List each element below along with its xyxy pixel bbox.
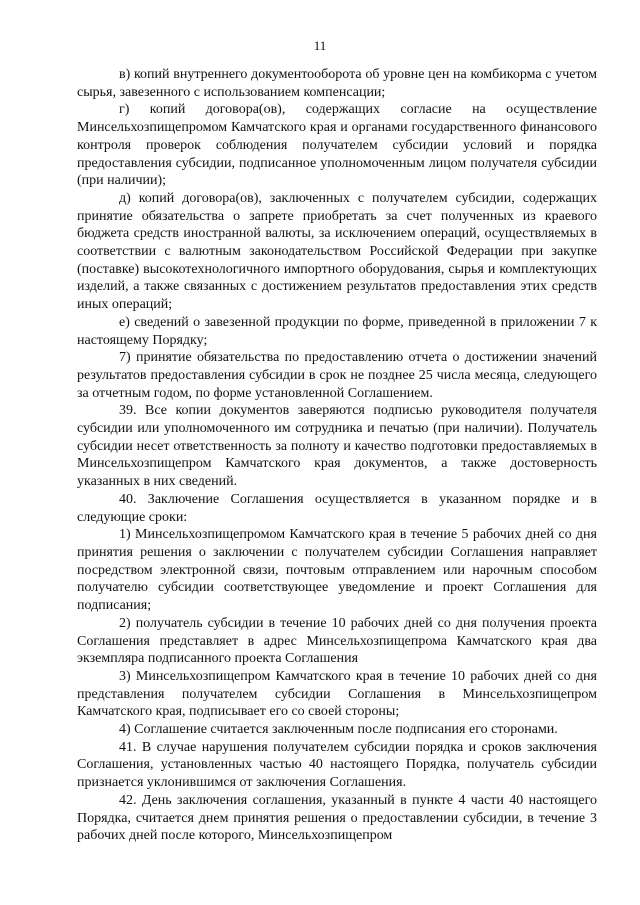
document-body: [77, 66, 597, 845]
paragraph-42-decision-date: 42. День заключения соглашения, указанный в пункте 4 части 40 настоящего Порядка, считается днем принятия решения о предоставлении субсидии, в течение 3 рабочих дней после которого, Минсельхозпищепром: [77, 792, 597, 844]
paragraph-e-product-info: е) сведений о завезенной продукции по форме, приведенной в приложении 7 к настоящему Порядку;: [77, 314, 597, 348]
paragraph-39-document-certification: 39. Все копии документов заверяются подписью руководителя получателя субсидии или уполномоченного им сотрудника и печатью (при наличии). Получатель субсидии несет ответственность за полноту и качество подготовки предоставляемых в Минсельхозпищепром Камчатского края документов, а также достоверность указанных в них сведений.: [77, 403, 597, 490]
paragraph-40-1-notification: 1) Минсельхозпищепромом Камчатского края в течение 5 рабочих дней со дня принятия решения о заключении с получателем субсидии Соглашения направляет посредством электронной связи, почтовым отправлением или нарочным способом получателю субсидии соответствующее уведомление и проект Соглашения для подписания;: [77, 527, 597, 614]
paragraph-40-3-ministry-signature: 3) Минсельхозпищепром Камчатского края в течение 10 рабочих дней со дня представления получателем субсидии Соглашения в Минсельхозпищепром Камчатского края, подписывает его со своей стороны;: [77, 668, 597, 720]
paragraph-40-4-agreement-concluded: 4) Соглашение считается заключенным после подписания его сторонами.: [119, 722, 558, 738]
paragraph-41-evasion: 41. В случае нарушения получателем субсидии порядка и сроков заключения Соглашения, установленных частью 40 настоящего Порядка, получатель субсидии признается уклонившимся от заключения Соглашения.: [77, 739, 597, 791]
paragraph-40-agreement-terms: 40. Заключение Соглашения осуществляется в указанном порядке и в следующие сроки:: [77, 491, 597, 525]
paragraph-40-2-signed-copies: 2) получатель субсидии в течение 10 рабочих дней со дня получения проекта Соглашения представляет в адрес Минсельхозпищепрома Камчатского края два экземпляра подписанного проекта Соглашения: [77, 615, 597, 667]
paragraph-g-control-agreements: г) копий договора(ов), содержащих согласие на осуществление Минсельхозпищепромом Камчатского края и органами государственного финансового контроля проверок соблюдения получателем субсидии условий и порядка предоставления субсидии, подписанное уполномоченным лицом получателя субсидии (при наличии);: [77, 102, 597, 189]
paragraph-v-internal-documents: в) копий внутреннего документооборота об уровне цен на комбикорма с учетом сырья, завезенного с использованием компенсации;: [77, 67, 597, 100]
paragraph-7-report-obligation: 7) принятие обязательства по предоставлению отчета о достижении значений результатов предоставления субсидии в срок не позднее 25 числа месяца, следующего за отчетным годом, по форме установленной Соглашением.: [77, 350, 597, 401]
page-number: 11: [313, 38, 327, 53]
paragraph-d-currency-obligation: д) копий договора(ов), заключенных с получателем субсидии, содержащих принятие обязательства о запрете приобретать за счет полученных из краевого бюджета средств иностранной валюты, за исключением операций, осуществляемых в соответствии с валютным законодательством Российской Федерации при закупке (поставке) высокотехнологичного импортного оборудования, сырья и комплектующих изделий, а также связанных с достижением результатов предоставления этих средств иных операций;: [77, 190, 597, 313]
